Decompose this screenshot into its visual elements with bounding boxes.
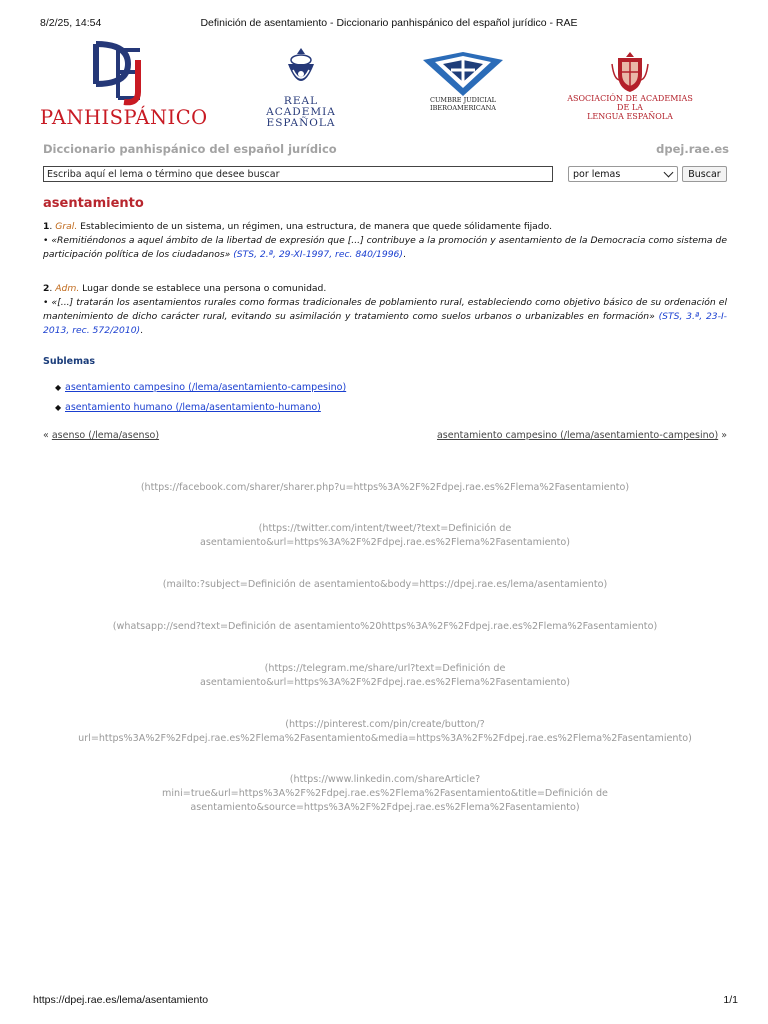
logo-bar	[40, 38, 730, 130]
sense-definition: Establecimiento de un sistema, un régimen, una estructura, de manera que quede sólidamente fijado.	[80, 221, 553, 232]
rae-logo[interactable]	[248, 46, 354, 132]
headword: asentamiento	[43, 196, 144, 211]
bullet-icon: •	[43, 297, 49, 308]
rae-crest-icon	[282, 46, 320, 96]
sense-example-line: • «Remitiéndonos a aquel ámbito de la libertad de expresión que [...] contribuye a la promoción y asentamiento de la Democracia como sistema de participación política de los ciudadanos» (STS, 2.ª, 29-XI-1997, rec. 840/1996).	[43, 235, 727, 260]
sense-definition-line: 2. Adm. Lugar donde se establece una persona o comunidad.	[43, 283, 327, 294]
share-link-text: (https://pinterest.com/pin/create/button/?	[285, 719, 485, 730]
share-telegram-link[interactable]	[40, 662, 730, 690]
site-domain-link[interactable]: dpej.rae.es	[656, 142, 729, 156]
share-facebook-link[interactable]	[40, 481, 730, 495]
share-link-text: asentamiento&source=https%3A%2F%2Fdpej.rae.es%2Flema%2Fasentamiento)	[190, 802, 580, 813]
dpej-monogram-icon	[88, 40, 158, 106]
cumbre-logo-line2: IBEROAMERICANA	[430, 104, 496, 112]
site-subtitle-row	[43, 142, 729, 158]
share-link-text: (mailto:?subject=Definición de asentamiento&body=https://dpej.rae.es/lema/asentamiento)	[162, 579, 608, 590]
sense-1	[43, 220, 727, 262]
previous-entry-link[interactable]: asenso (/lema/asenso)	[51, 430, 160, 441]
sense-definition-line: 1. Gral. Establecimiento de un sistema, un régimen, una estructura, de manera que quede sólidamente fijado.	[43, 221, 553, 232]
bullet-icon: •	[43, 235, 49, 246]
share-linkedin-link[interactable]	[40, 773, 730, 815]
sense-domain-mark: Gral.	[55, 221, 78, 232]
search-bar	[43, 166, 727, 184]
share-whatsapp-link[interactable]	[40, 620, 730, 634]
sense-number: 1	[43, 221, 50, 232]
share-link-text: (https://telegram.me/share/url?text=Definición de	[264, 663, 506, 674]
asale-logo-line1: ASOCIACIÓN DE ACADEMIAS DE LA	[567, 94, 693, 112]
next-entry	[437, 430, 727, 441]
search-button[interactable]: Buscar	[682, 166, 727, 182]
share-link-text: mini=true&url=https%3A%2F%2Fdpej.rae.es%2Flema%2Fasentamiento&title=Definición de	[162, 788, 608, 799]
sense-number: 2	[43, 283, 50, 294]
sense-definition: Lugar donde se establece una persona o comunidad.	[82, 283, 327, 294]
dpej-logo[interactable]	[40, 38, 208, 130]
print-header	[40, 17, 738, 31]
entry-navigation	[43, 430, 727, 444]
dpej-logo-text: PANHISPÁNICO	[40, 106, 208, 129]
print-footer	[33, 994, 738, 1008]
rae-logo-line1: REAL ACADEMIA	[266, 95, 336, 118]
search-mode-value: por lemas	[573, 169, 621, 180]
prev-arrow-icon: «	[43, 430, 49, 441]
asale-crest-icon	[610, 50, 650, 94]
sublemas-list	[55, 378, 346, 418]
asale-logo-line2: LENGUA ESPAÑOLA	[587, 112, 673, 121]
sublemas-heading: Sublemas	[43, 356, 96, 367]
share-twitter-link[interactable]	[40, 522, 730, 550]
share-link-text: (https://twitter.com/intent/tweet/?text=Definición de	[258, 523, 512, 534]
diamond-bullet-icon: ◆	[55, 383, 62, 392]
print-url: https://dpej.rae.es/lema/asentamiento	[33, 994, 209, 1006]
share-link-text: asentamiento&url=https%3A%2F%2Fdpej.rae.es%2Flema%2Fasentamiento)	[199, 537, 570, 548]
sense-citation[interactable]: (STS, 3.ª, 23-I-2013, rec. 572/2010)	[43, 311, 727, 336]
cumbre-judicial-logo[interactable]	[418, 50, 508, 130]
share-link-text: asentamiento&url=https%3A%2F%2Fdpej.rae.es%2Flema%2Fasentamiento)	[199, 677, 570, 688]
sublema-link[interactable]: asentamiento humano (/lema/asentamiento-humano)	[65, 402, 321, 413]
rae-logo-line2: ESPAÑOLA	[266, 117, 336, 129]
cumbre-judicial-emblem-icon	[421, 50, 505, 96]
sense-domain-mark: Adm.	[55, 283, 80, 294]
asale-logo[interactable]	[560, 50, 700, 130]
print-title: Definición de asentamiento - Diccionario panhispánico del español jurídico - RAE	[200, 17, 578, 29]
list-item	[55, 398, 346, 418]
search-input[interactable]: Escriba aquí el lema o término que desee buscar	[43, 166, 553, 182]
share-email-link[interactable]	[40, 578, 730, 592]
print-datetime: 8/2/25, 14:54	[40, 17, 102, 29]
share-link-text: (https://www.linkedin.com/shareArticle?	[289, 774, 481, 785]
previous-entry	[43, 430, 159, 441]
next-arrow-icon: »	[721, 430, 727, 441]
share-pinterest-link[interactable]	[40, 718, 730, 746]
sense-example-line: • «[...] tratarán los asentamientos rurales como formas tradicionales de poblamiento rural, estableciendo como objetivo básico de su ordenación el mantenimiento de dicho carácter rural, evitando su asimilación y tratamiento como suelos urbanos o urbanizables en formación» (STS, 3.ª, 23-I-2013, rec. 572/2010).	[43, 297, 727, 336]
share-link-text: (https://facebook.com/sharer/sharer.php?u=https%3A%2F%2Fdpej.rae.es%2Flema%2Fasentamiento)	[140, 482, 630, 493]
cumbre-logo-line1: CUMBRE JUDICIAL	[429, 96, 496, 104]
share-link-text: (whatsapp://send?text=Definición de asentamiento%20https%3A%2F%2Fdpej.rae.es%2Flema%2Fasentamiento)	[112, 621, 658, 632]
search-mode-select[interactable]	[568, 166, 678, 182]
list-item	[55, 378, 346, 398]
sublema-link[interactable]: asentamiento campesino (/lema/asentamiento-campesino)	[65, 382, 347, 393]
dictionary-subtitle: Diccionario panhispánico del español jurídico	[43, 142, 337, 156]
chevron-down-icon	[664, 168, 674, 178]
sense-citation[interactable]: (STS, 2.ª, 29-XI-1997, rec. 840/1996)	[233, 249, 403, 260]
share-link-text: url=https%3A%2F%2Fdpej.rae.es%2Flema%2Fasentamiento&media=https%3A%2F%2Fdpej.rae.es%2Flema%2Fasentamiento)	[78, 733, 692, 744]
next-entry-link[interactable]: asentamiento campesino (/lema/asentamiento-campesino)	[436, 430, 719, 441]
sense-2	[43, 282, 727, 338]
sense-example: «Remitiéndonos a aquel ámbito de la libertad de expresión que [...] contribuye a la promoción y asentamiento de la Democracia como sistema de participación política de los ciudadanos»	[43, 235, 727, 260]
print-page-number: 1/1	[723, 994, 738, 1006]
diamond-bullet-icon: ◆	[55, 403, 62, 412]
sense-example: «[...] tratarán los asentamientos rurales como formas tradicionales de poblamiento rural, estableciendo como objetivo básico de su ordenación el mantenimiento de dicho carácter rural, evitando su asimilación y tratamiento como suelos urbanos o urbanizables en formación»	[43, 297, 727, 322]
